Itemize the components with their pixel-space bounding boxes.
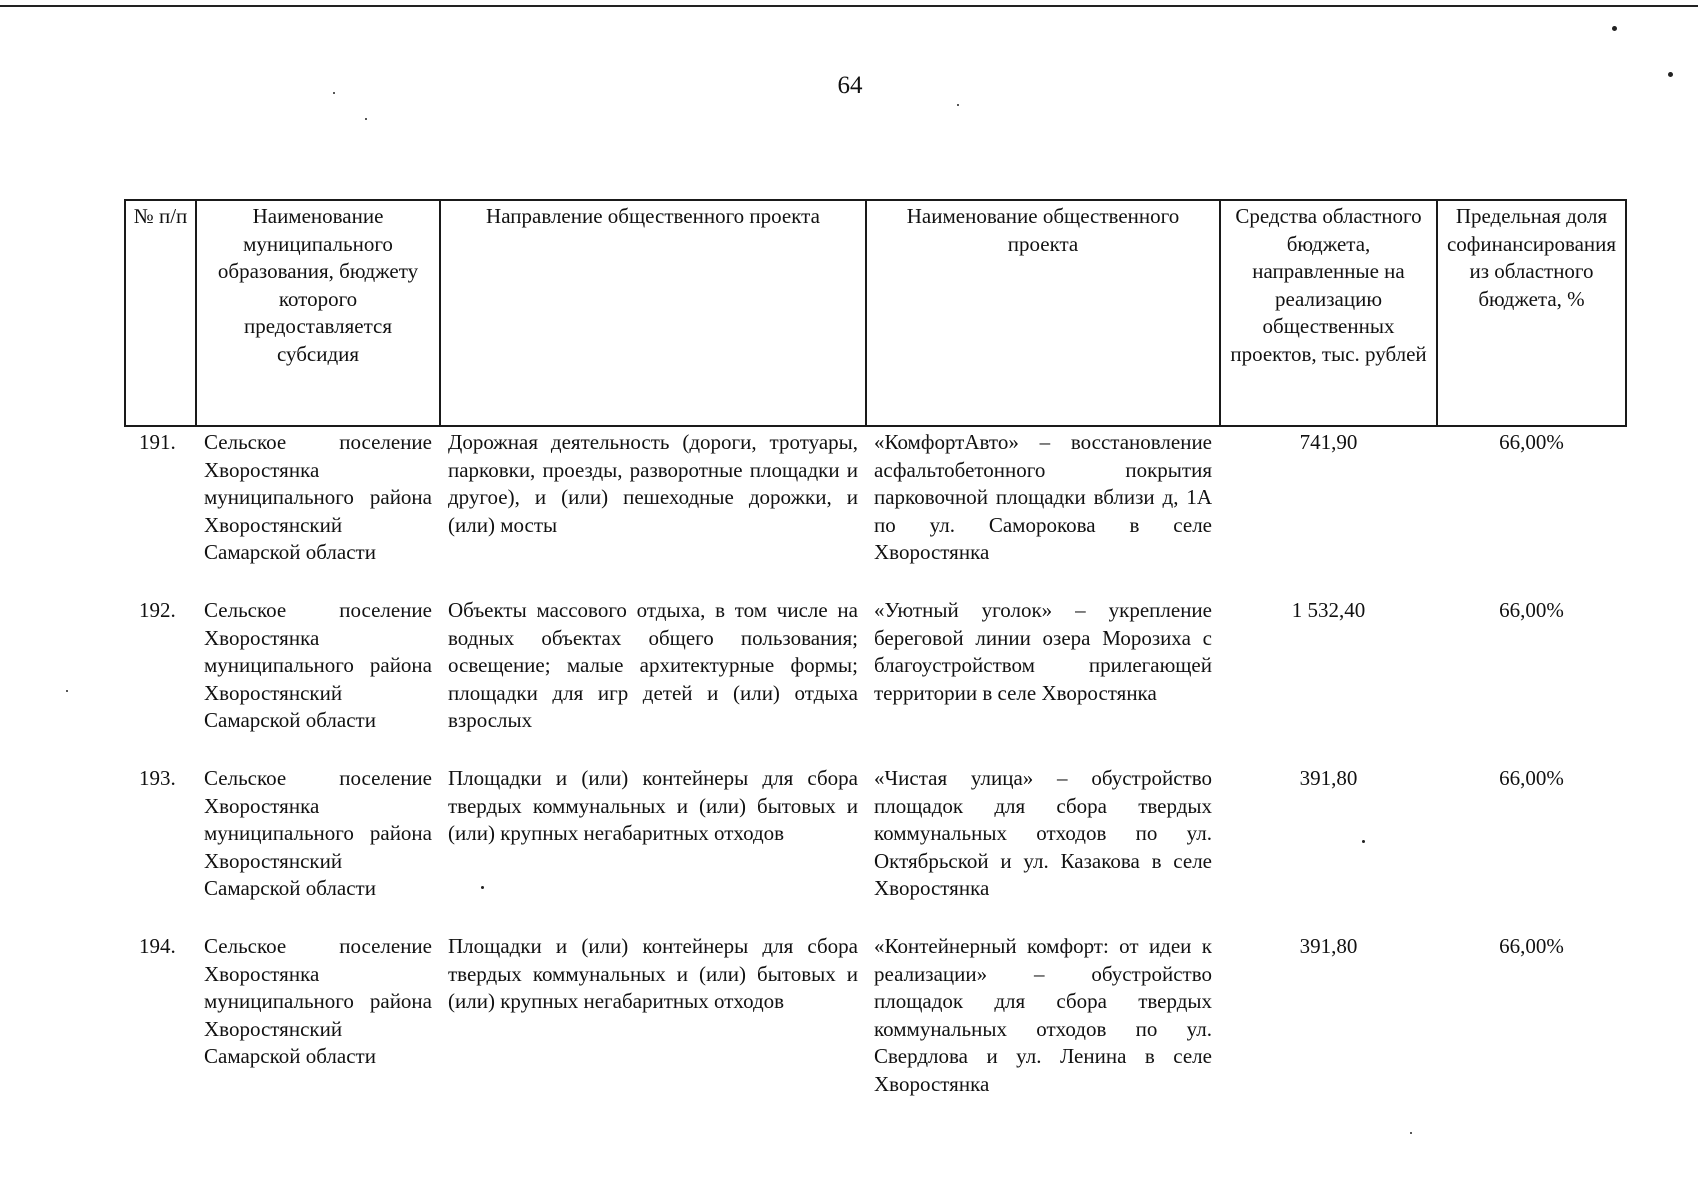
row-municipality: Сельское поселение Хворостянка муниципального района Хворостянский Самарской области	[204, 430, 432, 564]
table-row	[125, 595, 1626, 763]
header-project-name: Наименование общественного проекта	[866, 200, 1220, 426]
row-number: 192.	[139, 598, 176, 622]
top-border-line	[0, 5, 1698, 7]
scan-speck	[66, 690, 68, 692]
header-municipality: Наименование муниципального образования, бюджету которого предоставляется субсидия	[196, 200, 440, 426]
row-share: 66,00%	[1499, 766, 1564, 790]
row-direction: Дорожная деятельность (дороги, тротуары, парковки, проезды, разворотные площадки и другое), и (или) пешеходные дорожки, и (или) мосты	[448, 430, 858, 537]
row-number: 191.	[139, 430, 176, 454]
header-number: № п/п	[125, 200, 196, 426]
header-funds: Средства областного бюджета, направленные на реализацию общественных проектов, тыс. рублей	[1220, 200, 1437, 426]
row-project-name: «КомфортАвто» – восстановление асфальтобетонного покрытия парковочной площадки вблизи д, 1А по ул. Саморокова в селе Хворостянка	[874, 430, 1212, 564]
row-share: 66,00%	[1499, 934, 1564, 958]
row-funds: 391,80	[1299, 934, 1358, 958]
row-number: 194.	[139, 934, 176, 958]
row-project-name: «Уютный уголок» – укрепление береговой линии озера Морозиха с благоустройством прилегающей территории в селе Хворостянка	[874, 598, 1212, 705]
row-municipality: Сельское поселение Хворостянка муниципального района Хворостянский Самарской области	[204, 598, 432, 732]
row-share: 66,00%	[1499, 598, 1564, 622]
scan-speck	[1410, 1132, 1412, 1134]
table-row	[125, 426, 1626, 595]
row-project-name: «Чистая улица» – обустройство площадок для сбора твердых коммунальных отходов по ул. Октябрьской и ул. Казакова в селе Хворостянка	[874, 766, 1212, 900]
page-number: 64	[837, 72, 863, 99]
row-municipality: Сельское поселение Хворостянка муниципального района Хворостянский Самарской области	[204, 766, 432, 900]
row-municipality: Сельское поселение Хворостянка муниципального района Хворостянский Самарской области	[204, 934, 432, 1068]
scan-speck	[365, 118, 367, 120]
row-direction: Площадки и (или) контейнеры для сбора твердых коммунальных и (или) бытовых и (или) крупных негабаритных отходов	[448, 766, 858, 845]
scan-speck	[333, 92, 335, 94]
table-row	[125, 763, 1626, 931]
scan-speck	[1668, 72, 1673, 77]
row-direction: Объекты массового отдыха, в том числе на водных объектах общего пользования; освещение; малые архитектурные формы; площадки для игр детей и (или) отдыха взрослых	[448, 598, 858, 732]
row-funds: 741,90	[1299, 430, 1358, 454]
table-header-row	[125, 200, 1626, 426]
scan-speck	[1612, 26, 1617, 31]
scan-speck	[957, 104, 959, 106]
row-project-name: «Контейнерный комфорт: от идеи к реализации» – обустройство площадок для сбора твердых коммунальных отходов по ул. Свердлова и ул. Ленина в селе Хворостянка	[874, 934, 1212, 1096]
row-funds: 391,80	[1299, 766, 1358, 790]
header-direction: Направление общественного проекта	[440, 200, 866, 426]
row-number: 193.	[139, 766, 176, 790]
table-row	[125, 931, 1626, 1099]
row-funds: 1 532,40	[1291, 598, 1366, 622]
row-direction: Площадки и (или) контейнеры для сбора твердых коммунальных и (или) бытовых и (или) крупных негабаритных отходов	[448, 934, 858, 1013]
row-share: 66,00%	[1499, 430, 1564, 454]
header-share: Предельная доля софинансирования из областного бюджета, %	[1437, 200, 1626, 426]
projects-table	[124, 199, 1627, 1099]
